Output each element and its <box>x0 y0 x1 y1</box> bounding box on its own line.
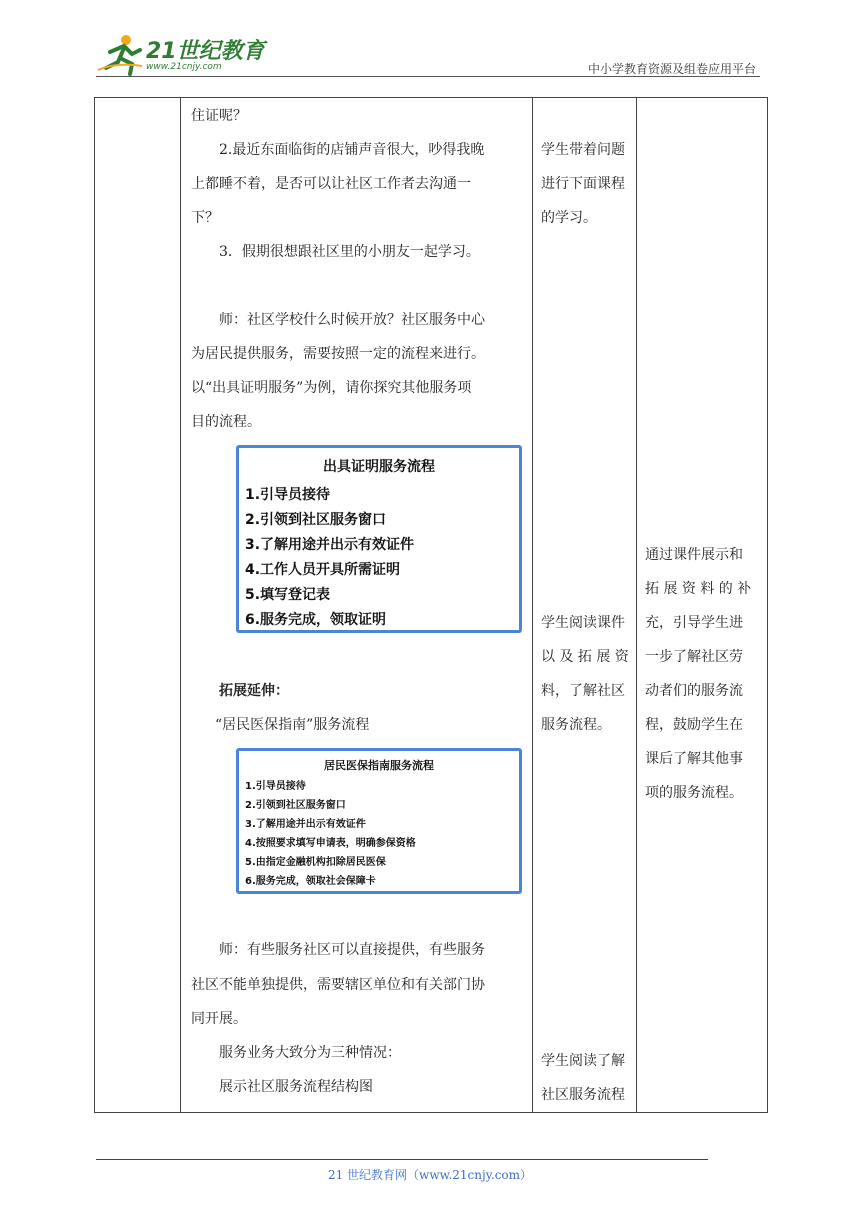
table-cell-stage <box>95 98 181 1113</box>
footer-link[interactable]: 21 世纪教育网（www.21cnjy.com） <box>327 1168 533 1182</box>
table-cell-student-activity <box>533 98 637 1113</box>
text-line: 社区不能单独提供，需要辖区单位和有关部门协 <box>191 977 485 993</box>
certificate-flow-image <box>236 445 522 633</box>
flow-step: 6.服务完成，领取社会保障卡 <box>245 876 376 887</box>
text-line: 料，了解社区 <box>541 683 625 699</box>
flow-title: 出具证明服务流程 <box>323 459 435 475</box>
lesson-table <box>94 97 768 1113</box>
text-line: 为居民提供服务，需要按照一定的流程来进行。 <box>191 346 485 362</box>
text-line: 师：社区学校什么时候开放？社区服务中心 <box>219 312 485 328</box>
text-line: 动者们的服务流 <box>645 683 743 699</box>
text-line: 服务业务大致分为三种情况： <box>219 1045 401 1061</box>
text-line: 项的服务流程。 <box>645 785 743 801</box>
flow-step: 6.服务完成，领取证明 <box>245 612 387 628</box>
flow-step: 2.引领到社区服务窗口 <box>245 512 387 528</box>
flow-step: 3.了解用途并出示有效证件 <box>245 537 415 553</box>
table-row <box>95 98 768 1113</box>
flow-step: 2.引领到社区服务窗口 <box>245 800 346 811</box>
text-line: “居民医保指南”服务流程 <box>215 717 370 733</box>
text-line: 进行下面课程 <box>541 176 625 192</box>
text-line: 以 及 拓 展 资 <box>541 649 629 665</box>
text-line: 课后了解其他事 <box>645 751 743 767</box>
text-line: 展示社区服务流程结构图 <box>219 1079 373 1095</box>
text-line: 同开展。 <box>191 1011 247 1027</box>
flow-step: 3.了解用途并出示有效证件 <box>245 819 366 830</box>
table-cell-teacher-activity <box>181 98 533 1113</box>
text-line: 2.最近东面临街的店铺声音很大，吵得我晚 <box>219 142 485 158</box>
text-line: 社区服务流程 <box>541 1087 625 1103</box>
platform-name: 中小学教育资源及组卷应用平台 <box>587 62 756 76</box>
text-line: 服务流程。 <box>541 717 611 733</box>
text-line: 住证呢？ <box>191 108 247 124</box>
text-line: 充，引导学生进 <box>645 615 743 631</box>
text-line: 师：有些服务社区可以直接提供，有些服务 <box>219 942 485 958</box>
text-line: 的学习。 <box>541 210 597 226</box>
text-line: 目的流程。 <box>191 414 261 430</box>
flow-title: 居民医保指南服务流程 <box>324 759 434 772</box>
extend-heading: 拓展延伸： <box>219 683 289 699</box>
medical-insurance-flow-image <box>236 748 522 894</box>
text-line: 一步了解社区劳 <box>645 649 743 665</box>
site-logo[interactable] <box>96 32 276 76</box>
text-line: 学生阅读了解 <box>541 1053 625 1069</box>
text-line: 上都睡不着，是否可以让社区工作者去沟通一 <box>191 176 471 192</box>
text-line: 通过课件展示和 <box>645 547 743 563</box>
page-header <box>96 28 760 80</box>
flow-step: 5.由指定金融机构扣除居民医保 <box>245 857 386 868</box>
footer-divider <box>96 1159 708 1160</box>
flow-step: 4.工作人员开具所需证明 <box>245 562 401 578</box>
flow-step: 4.按照要求填写申请表，明确参保资格 <box>245 838 416 849</box>
text-line: 程，鼓励学生在 <box>645 717 743 733</box>
logo-url: www.21cnjy.com <box>146 62 222 72</box>
flow-step: 1.引导员接待 <box>245 487 331 503</box>
text-line: 3．假期很想跟社区里的小朋友一起学习。 <box>219 244 480 260</box>
text-line: 下？ <box>191 210 219 226</box>
logo-text: 21世纪教育 <box>146 39 265 64</box>
flow-step: 1.引导员接待 <box>245 781 306 792</box>
flow-step: 5.填写登记表 <box>245 587 331 603</box>
runner-logo-icon <box>96 32 144 76</box>
text-line: 以“出具证明服务”为例，请你探究其他服务项 <box>191 380 472 396</box>
text-line: 学生带着问题 <box>541 142 625 158</box>
text-line: 学生阅读课件 <box>541 615 625 631</box>
header-divider <box>96 76 760 77</box>
text-line: 拓 展 资 料 的 补 <box>645 581 752 597</box>
table-cell-design-intent <box>637 98 768 1113</box>
